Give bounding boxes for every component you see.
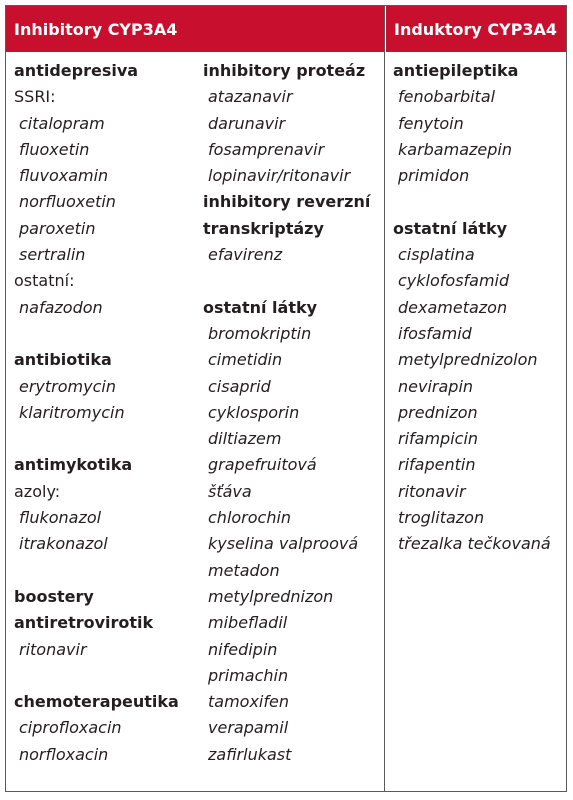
category-heading: transkriptázy (203, 218, 324, 238)
drug-name: primachin (208, 665, 289, 685)
category-heading: antimykotika (14, 455, 133, 475)
drug-name: karbamazepin (398, 139, 512, 159)
drug-name: nafazodon (19, 297, 103, 317)
spacer (393, 189, 565, 215)
drug-name: rifampicin (398, 429, 479, 449)
category-heading: chemoterapeutika (14, 692, 179, 712)
drug-name: metadon (208, 560, 280, 580)
drug-name: zafirlukast (208, 744, 292, 764)
category-heading: inhibitory reverzní (203, 192, 371, 212)
category-heading: ostatní látky (393, 218, 508, 238)
drug-name: cyklofosfamid (398, 271, 510, 291)
inducers-column (393, 58, 565, 558)
drug-name: cisplatina (398, 245, 475, 265)
inhibitors-column-1 (14, 58, 194, 768)
category-heading: antibiotika (14, 350, 112, 370)
drug-name: cyklosporin (208, 402, 300, 422)
drug-name: ciprofloxacin (19, 718, 122, 738)
column-divider (384, 6, 385, 791)
subgroup-label: ostatní: (14, 271, 75, 291)
drug-name: třezalka tečkovaná (398, 534, 551, 554)
drug-name: atazanavir (208, 87, 293, 107)
drug-name: fluoxetin (19, 139, 90, 159)
drug-name: ritonavir (398, 481, 466, 501)
drug-name: lopinavir/ritonavir (208, 166, 351, 186)
category-heading: inhibitory proteáz (203, 61, 366, 80)
drug-name: citalopram (19, 113, 105, 133)
drug-name: fenytoin (398, 113, 464, 133)
category-heading: antidepresiva (14, 61, 139, 80)
drug-name: norfloxacin (19, 744, 109, 764)
drug-name: erytromycin (19, 376, 116, 396)
drug-name: norfluoxetin (19, 192, 116, 212)
drug-name: tamoxifen (208, 692, 289, 712)
subgroup-label: azoly: (14, 481, 61, 501)
drug-name: bromokriptin (208, 323, 312, 343)
drug-name: ifosfamid (398, 323, 472, 343)
drug-name: sertralin (19, 245, 86, 265)
drug-name: flukonazol (19, 508, 102, 528)
drug-name: darunavir (208, 113, 286, 133)
drug-name: nevirapin (398, 376, 474, 396)
drug-name: metylprednizon (208, 586, 334, 606)
category-heading: antiretrovirotik (14, 613, 154, 633)
drug-name: paroxetin (19, 218, 96, 238)
drug-name: troglitazon (398, 508, 485, 528)
drug-name: diltiazem (208, 429, 282, 449)
drug-name: fluvoxamin (19, 166, 109, 186)
drug-name: chlorochin (208, 508, 292, 528)
drug-name: dexametazon (398, 297, 508, 317)
drug-name: fenobarbital (398, 87, 496, 107)
drug-name: verapamil (208, 718, 289, 738)
drug-name: mibefladil (208, 613, 288, 633)
cyp3a4-table (5, 5, 567, 792)
drug-name: nifedipin (208, 639, 278, 659)
category-heading: antiepileptika (393, 61, 519, 80)
drug-name: klaritromycin (19, 402, 125, 422)
drug-name: itrakonazol (19, 534, 108, 554)
inhibitors-column-2 (203, 58, 381, 768)
spacer (14, 321, 194, 347)
category-heading: ostatní látky (203, 297, 318, 317)
drug-name: cisaprid (208, 376, 271, 396)
drug-name: šťáva (208, 481, 252, 501)
spacer (14, 663, 194, 689)
drug-name: primidon (398, 166, 470, 186)
drug-name: fosamprenavir (208, 139, 325, 159)
drug-name: ritonavir (19, 639, 87, 659)
drug-name: cimetidin (208, 350, 283, 370)
spacer (14, 426, 194, 452)
drug-name: grapefruitová (208, 455, 317, 475)
spacer (14, 558, 194, 584)
spacer (203, 268, 381, 294)
header-inducers: Induktory CYP3A4 (386, 6, 566, 52)
drug-name: kyselina valproová (208, 534, 359, 554)
drug-name: rifapentin (398, 455, 476, 475)
drug-name: prednizon (398, 402, 478, 422)
drug-name: metylprednizolon (398, 350, 538, 370)
category-heading: boostery (14, 586, 94, 606)
header-inhibitors: Inhibitory CYP3A4 (6, 6, 384, 52)
subgroup-label: SSRI: (14, 87, 56, 107)
drug-name: efavirenz (208, 245, 283, 265)
